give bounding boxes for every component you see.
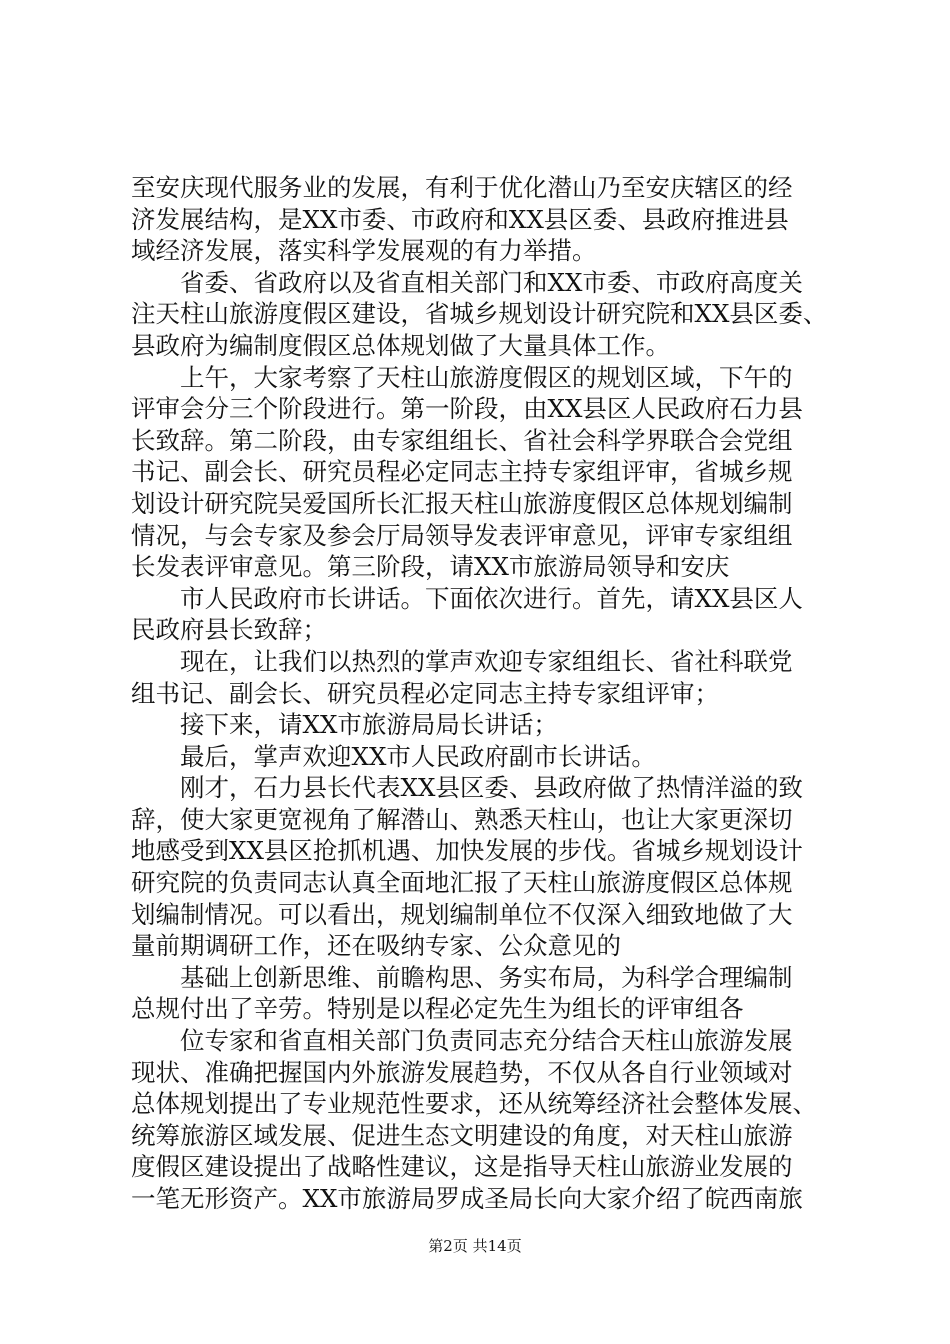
- text-line: 位专家和省直相关部门负责同志充分结合天柱山旅游发展: [180, 1026, 793, 1056]
- document-body: [131, 172, 831, 1215]
- text-line: 划设计研究院吴爱国所长汇报天柱山旅游度假区总体规划编制: [131, 488, 793, 518]
- page-number-label: 第2页 共14页: [428, 1237, 522, 1255]
- text-line: 长致辞。第二阶段，由专家组组长、省社会科学界联合会党组: [131, 425, 793, 455]
- text-line: 现在，让我们以热烈的掌声欢迎专家组组长、省社科联党: [180, 646, 793, 676]
- text-line: 书记、副会长、研究员程必定同志主持专家组评审，省城乡规: [131, 457, 793, 487]
- text-line: 研究院的负责同志认真全面地汇报了天柱山旅游度假区总体规: [131, 868, 793, 898]
- text-line: 量前期调研工作，还在吸纳专家、公众意见的: [131, 931, 621, 961]
- text-line: 组书记、副会长、研究员程必定同志主持专家组评审；: [131, 678, 719, 708]
- text-line: 情况，与会专家及参会厅局领导发表评审意见，评审专家组组: [131, 520, 793, 550]
- text-line: 辞，使大家更宽视角了解潜山、熟悉天柱山，也让大家更深切: [131, 804, 793, 834]
- text-line: 至安庆现代服务业的发展，有利于优化潜山乃至安庆辖区的经: [131, 173, 793, 202]
- text-line: 划编制情况。可以看出，规划编制单位不仅深入细致地做了大: [131, 899, 793, 929]
- text-line: 基础上创新思维、前瞻构思、务实布局，为科学合理编制: [180, 962, 793, 992]
- text-line: 地感受到XX县区抢抓机遇、加快发展的步伐。省城乡规划设计: [131, 836, 803, 866]
- text-line: 一笔无形资产。XX市旅游局罗成圣局长向大家介绍了皖西南旅: [131, 1184, 803, 1213]
- page-footer: [0, 1236, 950, 1256]
- text-line: 域经济发展，落实科学发展观的有力举措。: [131, 236, 597, 266]
- text-line: 上午，大家考察了天柱山旅游度假区的规划区域，下午的: [180, 362, 793, 392]
- text-line: 注天柱山旅游度假区建设，省城乡规划设计研究院和XX县区委、: [131, 299, 828, 329]
- text-line: 刚才，石力县长代表XX县区委、县政府做了热情洋溢的致: [180, 773, 803, 803]
- text-line: 接下来，请XX市旅游局局长讲话；: [180, 710, 558, 740]
- text-line: 民政府县长致辞；: [131, 615, 327, 645]
- text-line: 济发展结构，是XX市委、市政府和XX县区委、县政府推进县: [131, 204, 789, 234]
- text-line: 度假区建设提出了战略性建议，这是指导天柱山旅游业发展的: [131, 1152, 793, 1182]
- text-line: 长发表评审意见。第三阶段，请XX市旅游局领导和安庆: [131, 552, 730, 582]
- text-line: 评审会分三个阶段进行。第一阶段，由XX县区人民政府石力县: [131, 394, 803, 424]
- text-line: 总规付出了辛劳。特别是以程必定先生为组长的评审组各: [131, 994, 744, 1024]
- text-line: 现状、准确把握国内外旅游发展趋势，不仅从各自行业领域对: [131, 1057, 793, 1087]
- text-line: 统筹旅游区域发展、促进生态文明建设的角度，对天柱山旅游: [131, 1120, 793, 1150]
- text-line: 省委、省政府以及省直相关部门和XX市委、市政府高度关: [180, 267, 803, 297]
- text-line: 总体规划提出了专业规范性要求，还从统筹经济社会整体发展、: [131, 1089, 817, 1119]
- text-line: 最后，掌声欢迎XX市人民政府副市长讲话。: [180, 741, 656, 771]
- text-line: 市人民政府市长讲话。下面依次进行。首先，请XX县区人: [180, 583, 803, 613]
- text-line: 县政府为编制度假区总体规划做了大量具体工作。: [131, 330, 670, 360]
